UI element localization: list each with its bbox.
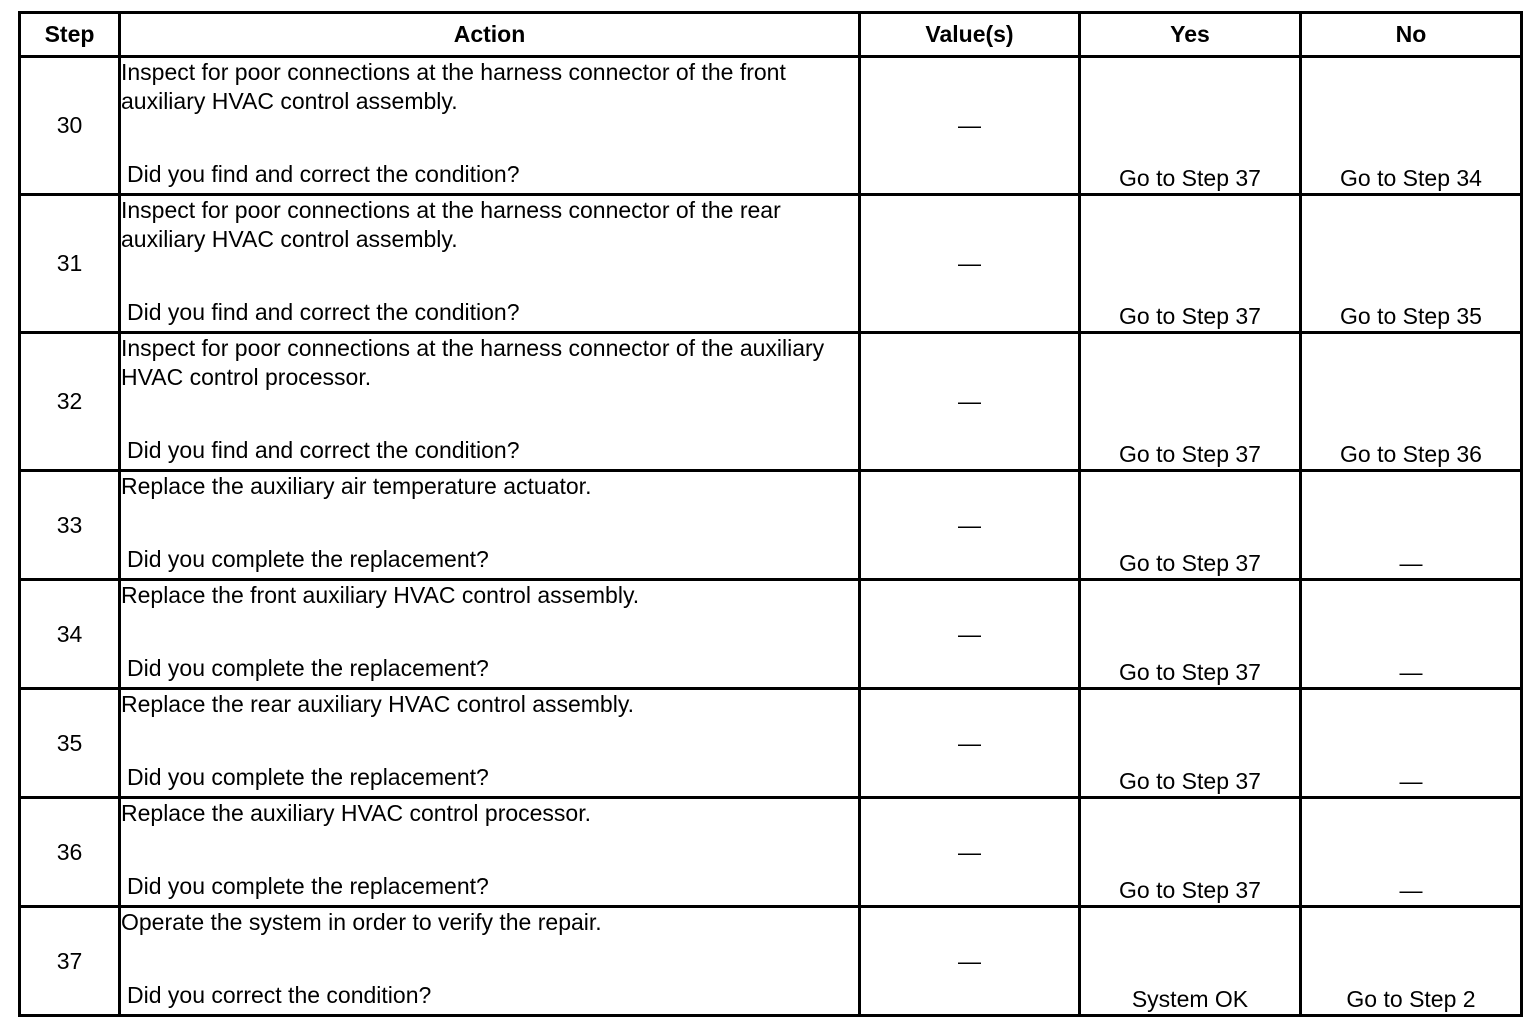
header-value: Value(s): [860, 13, 1080, 57]
action-question: Did you complete the replacement?: [127, 873, 489, 899]
value-cell: —: [860, 57, 1080, 195]
value-cell: —: [860, 333, 1080, 471]
action-cell: [120, 57, 860, 195]
action-cell: [120, 689, 860, 798]
step-number: 31: [20, 195, 120, 333]
header-row: [20, 13, 1522, 57]
action-question: Did you find and correct the condition?: [127, 437, 520, 463]
table-body: [20, 57, 1522, 1016]
action-cell: [120, 907, 860, 1016]
action-question: Did you complete the replacement?: [127, 655, 489, 681]
action-cell: [120, 798, 860, 907]
yes-cell: Go to Step 37: [1080, 689, 1301, 798]
action-instruction: Replace the auxiliary HVAC control processor.: [121, 800, 592, 826]
value-cell: —: [860, 471, 1080, 580]
action-question: Did you complete the replacement?: [127, 764, 489, 790]
no-cell: Go to Step 2: [1301, 907, 1522, 1016]
action-cell: [120, 333, 860, 471]
table-row: [20, 798, 1522, 907]
step-number: 37: [20, 907, 120, 1016]
header-no: No: [1301, 13, 1522, 57]
yes-cell: Go to Step 37: [1080, 333, 1301, 471]
action-instruction: Inspect for poor connections at the harness connector of the rear auxiliary HVAC control assembly.: [121, 197, 781, 252]
action-cell: [120, 471, 860, 580]
action-instruction: Operate the system in order to verify the repair.: [121, 909, 602, 935]
step-number: 30: [20, 57, 120, 195]
table-row: [20, 195, 1522, 333]
table-row: [20, 907, 1522, 1016]
step-number: 35: [20, 689, 120, 798]
step-number: 33: [20, 471, 120, 580]
yes-cell: Go to Step 37: [1080, 471, 1301, 580]
yes-cell: Go to Step 37: [1080, 195, 1301, 333]
no-cell: —: [1301, 689, 1522, 798]
header-yes: Yes: [1080, 13, 1301, 57]
table-header: [20, 13, 1522, 57]
no-cell: Go to Step 35: [1301, 195, 1522, 333]
action-instruction: Inspect for poor connections at the harness connector of the auxiliary HVAC control processor.: [121, 335, 825, 390]
value-cell: —: [860, 689, 1080, 798]
action-question: Did you find and correct the condition?: [127, 299, 520, 325]
table-row: [20, 333, 1522, 471]
action-question: Did you find and correct the condition?: [127, 161, 520, 187]
header-step: Step: [20, 13, 120, 57]
no-cell: —: [1301, 580, 1522, 689]
yes-cell: Go to Step 37: [1080, 57, 1301, 195]
no-cell: —: [1301, 471, 1522, 580]
action-cell: [120, 580, 860, 689]
yes-cell: Go to Step 37: [1080, 798, 1301, 907]
value-cell: —: [860, 798, 1080, 907]
action-instruction: Inspect for poor connections at the harness connector of the front auxiliary HVAC control assembly.: [121, 59, 786, 114]
action-question: Did you correct the condition?: [127, 982, 432, 1008]
value-cell: —: [860, 907, 1080, 1016]
step-number: 34: [20, 580, 120, 689]
action-instruction: Replace the front auxiliary HVAC control assembly.: [121, 582, 640, 608]
action-question: Did you complete the replacement?: [127, 546, 489, 572]
table-row: [20, 57, 1522, 195]
step-number: 36: [20, 798, 120, 907]
table-row: [20, 689, 1522, 798]
table-row: [20, 471, 1522, 580]
value-cell: —: [860, 580, 1080, 689]
yes-cell: Go to Step 37: [1080, 580, 1301, 689]
action-instruction: Replace the rear auxiliary HVAC control assembly.: [121, 691, 635, 717]
table-row: [20, 580, 1522, 689]
header-action: Action: [120, 13, 860, 57]
step-number: 32: [20, 333, 120, 471]
no-cell: Go to Step 34: [1301, 57, 1522, 195]
action-cell: [120, 195, 860, 333]
no-cell: —: [1301, 798, 1522, 907]
value-cell: —: [860, 195, 1080, 333]
diagnostic-table: [18, 11, 1523, 1017]
no-cell: Go to Step 36: [1301, 333, 1522, 471]
yes-cell: System OK: [1080, 907, 1301, 1016]
action-instruction: Replace the auxiliary air temperature actuator.: [121, 473, 592, 499]
